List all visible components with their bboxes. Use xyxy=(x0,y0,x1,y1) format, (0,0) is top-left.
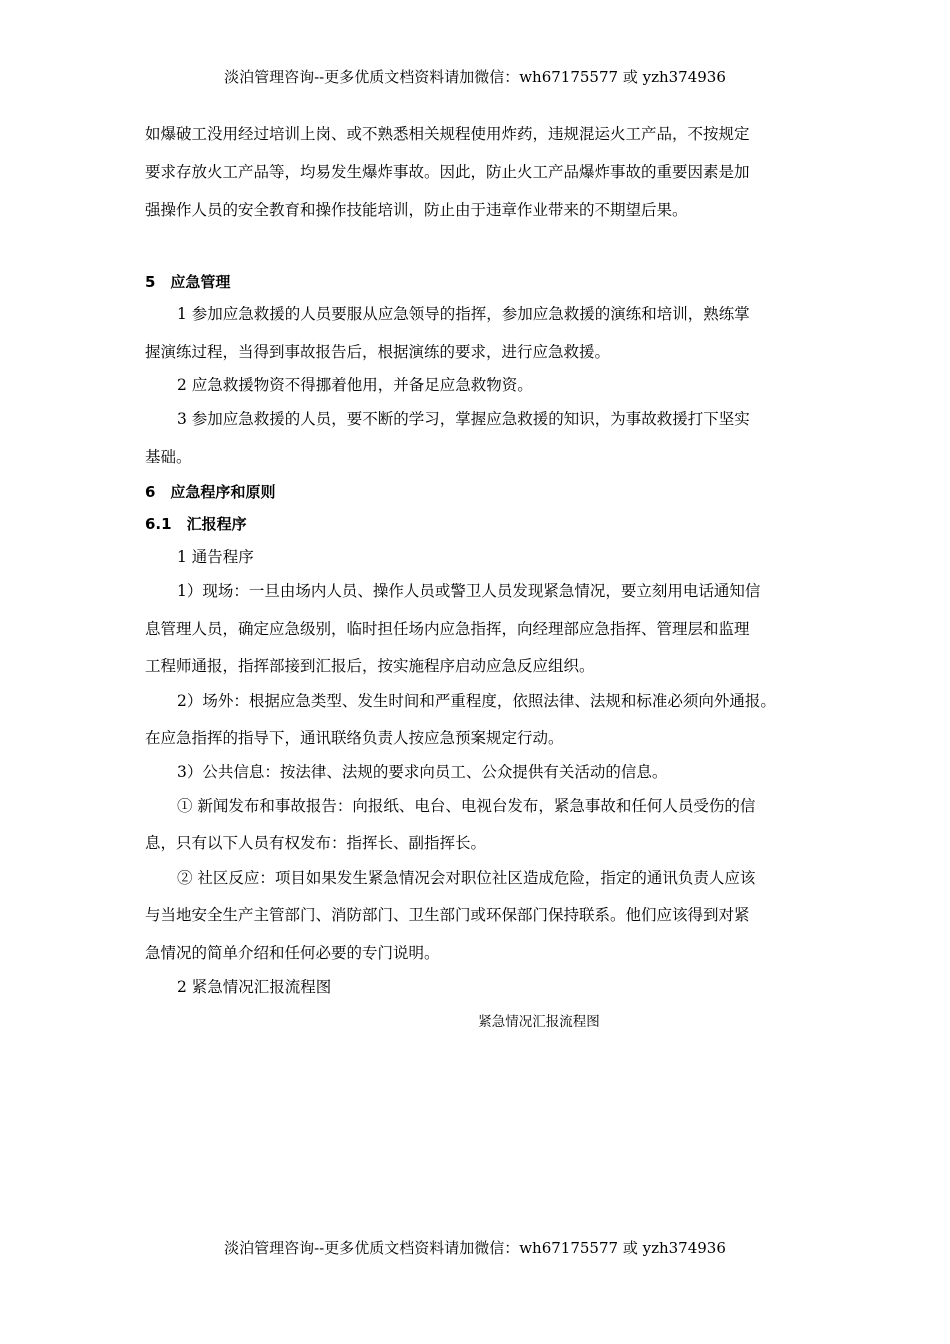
section-6-line: 息，只有以下人员有权发布：指挥长、副指挥长。 xyxy=(145,834,487,852)
section-6-line: ② 社区反应：项目如果发生紧急情况会对职位社区造成危险，指定的通讯负责人应该 xyxy=(177,869,756,887)
section-6-1-heading: 6.1 汇报程序 xyxy=(145,515,247,533)
section-6-line: 2 紧急情况汇报流程图 xyxy=(177,978,332,996)
section-6-line: 在应急指挥的指导下，通讯联络负责人按应急预案规定行动。 xyxy=(145,729,564,747)
figure-caption: 紧急情况汇报流程图 xyxy=(478,1014,600,1030)
page-header: 淡泊管理咨询--更多优质文档资料请加微信：wh67175577 或 yzh374936 xyxy=(224,68,726,86)
section-6-line: 息管理人员，确定应急级别，临时担任场内应急指挥，向经理部应急指挥、管理层和监理 xyxy=(145,620,750,638)
section-6-heading: 6 应急程序和原则 xyxy=(145,483,276,501)
page-footer: 淡泊管理咨询--更多优质文档资料请加微信：wh67175577 或 yzh374936 xyxy=(224,1239,726,1257)
section-5-line: 握演练过程，当得到事故报告后，根据演练的要求，进行应急救援。 xyxy=(145,343,611,361)
intro-line: 强操作人员的安全教育和操作技能培训，防止由于违章作业带来的不期望后果。 xyxy=(145,201,688,219)
section-6-line: 工程师通报，指挥部接到汇报后，按实施程序启动应急反应组织。 xyxy=(145,657,595,675)
section-6-line: 急情况的简单介绍和任何必要的专门说明。 xyxy=(145,944,440,962)
intro-line: 如爆破工没用经过培训上岗、或不熟悉相关规程使用炸药，违规混运火工产品，不按规定 xyxy=(145,125,750,143)
section-5-line: 1 参加应急救援的人员要服从应急领导的指挥，参加应急救援的演练和培训，熟练掌 xyxy=(177,305,750,323)
section-5-heading: 5 应急管理 xyxy=(145,273,231,291)
section-6-line: 2）场外：根据应急类型、发生时间和严重程度，依照法律、法规和标准必须向外通报。 xyxy=(177,692,776,710)
section-5-line: 2 应急救援物资不得挪着他用，并备足应急救物资。 xyxy=(177,376,533,394)
section-6-line: ① 新闻发布和事故报告：向报纸、电台、电视台发布，紧急事故和任何人员受伤的信 xyxy=(177,797,756,815)
section-6-line: 1 通告程序 xyxy=(177,548,254,566)
section-5-line: 3 参加应急救援的人员，要不断的学习，掌握应急救援的知识，为事故救援打下坚实 xyxy=(177,410,750,428)
section-5-line: 基础。 xyxy=(145,448,192,466)
section-6-line: 3）公共信息：按法律、法规的要求向员工、公众提供有关活动的信息。 xyxy=(177,763,668,781)
section-6-line: 1）现场：一旦由场内人员、操作人员或警卫人员发现紧急情况，要立刻用电话通知信 xyxy=(177,582,761,600)
section-6-line: 与当地安全生产主管部门、消防部门、卫生部门或环保部门保持联系。他们应该得到对紧 xyxy=(145,906,750,924)
intro-line: 要求存放火工产品等，均易发生爆炸事故。因此，防止火工产品爆炸事故的重要因素是加 xyxy=(145,163,750,181)
